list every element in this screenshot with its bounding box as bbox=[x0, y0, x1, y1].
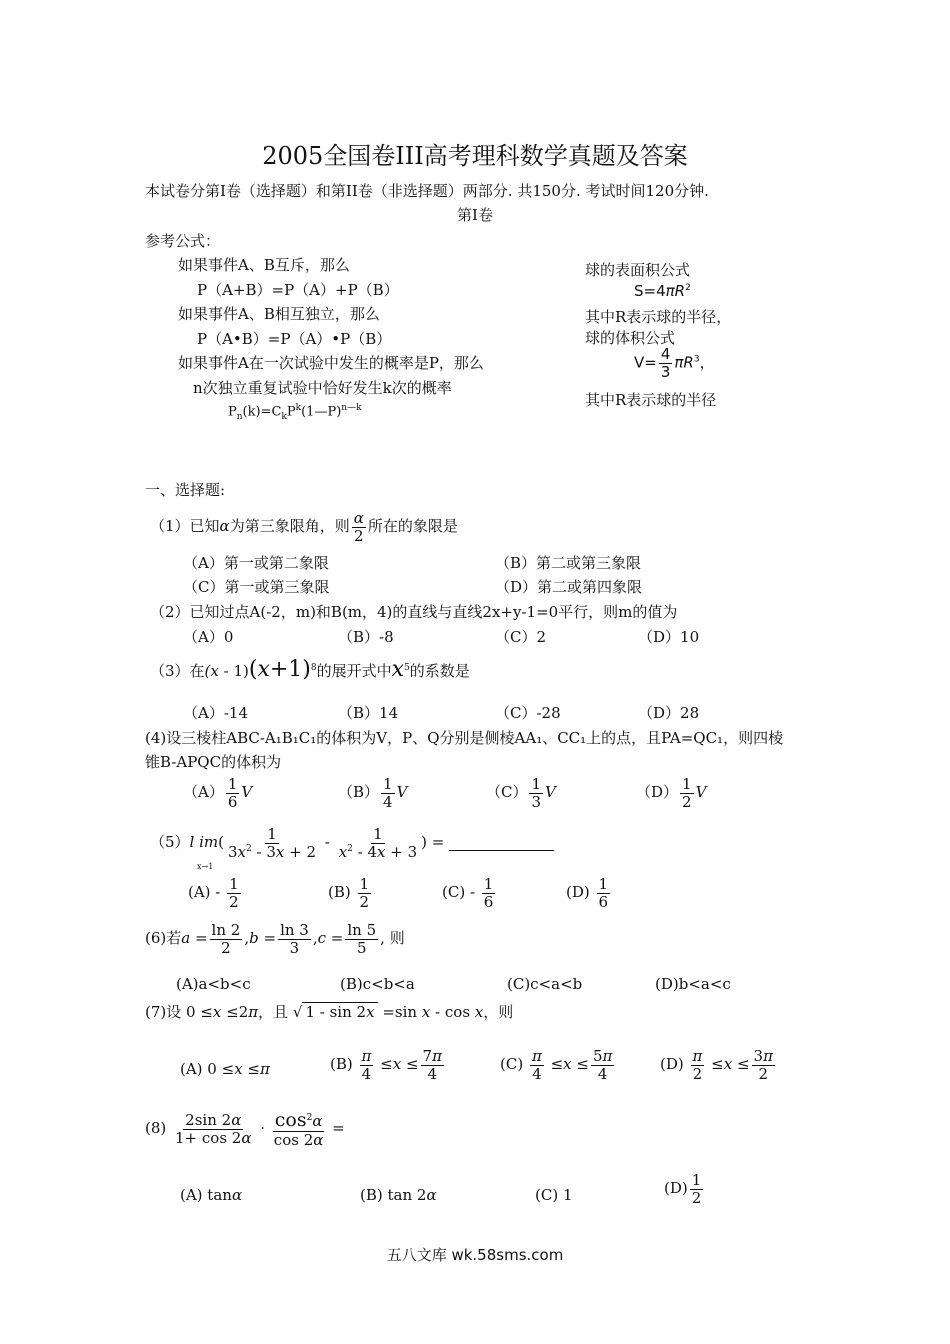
binomial-formula: $P_n(k)=C_kP^k(1—P)^{n—k}$ bbox=[228, 403, 362, 422]
formula-line: 如果事件A在一次试验中发生的概率是P，那么 bbox=[178, 354, 484, 372]
question-4-stem-line1: (4)设三棱柱ABC-A₁B₁C₁的体积为V，P、Q分别是侧棱AA₁、CC₁上的点，且PA=QC₁，则四棱 bbox=[145, 729, 784, 747]
question-8-stem: (8) $\frac{2\sin 2\alpha}{1+ \cos 2\alpha}$ · $\frac{\cos^2\alpha}{\cos 2\alpha}$ = bbox=[145, 1109, 345, 1149]
q3-option-b: （B）14 bbox=[338, 704, 399, 722]
q1-option-c: （C）第一或第三象限 bbox=[183, 578, 330, 596]
formula-line: P（A+B）=P（A）+P（B） bbox=[197, 281, 399, 299]
formula-line: n次独立重复试验中恰好发生k次的概率 bbox=[193, 379, 452, 397]
q7-option-b: (B) $\frac{\pi}{4}$ ≤x ≤ $\frac{7\pi}{4}$ bbox=[330, 1047, 442, 1083]
q7-option-d: (D) $\frac{\pi}{2}$ ≤x ≤ $\frac{3\pi}{2}$ bbox=[660, 1047, 773, 1083]
q1-option-d: （D）第二或第四象限 bbox=[495, 578, 643, 596]
question-6-stem: (6)若a = $\frac{\ln 2}{2}$ ,b = $\frac{\ln 3}{3}$ ,c = $\frac{\ln 5}{5}$ , 则 bbox=[145, 921, 405, 957]
q8-option-d: (D) $\frac{1}{2}$ bbox=[664, 1171, 702, 1207]
q3-option-d: （D）28 bbox=[638, 704, 700, 722]
q5-option-b: (B) $\frac{1}{2}$ bbox=[328, 875, 370, 911]
q4-option-b: （B） $\frac{1}{4}$ V bbox=[338, 775, 408, 811]
q2-option-d: （D）10 bbox=[638, 628, 700, 646]
q1-option-a: （A）第一或第二象限 bbox=[183, 554, 329, 572]
formula-line: 如果事件A、B互斥，那么 bbox=[178, 256, 350, 274]
q3-option-a: （A）-14 bbox=[183, 704, 248, 722]
q8-option-b: (B) tan 2α bbox=[360, 1186, 437, 1204]
q8-option-a: (A) tanα bbox=[180, 1186, 243, 1204]
question-4-stem-line2: 锥B-APQC的体积为 bbox=[145, 753, 282, 771]
footer-watermark: 五八文库 wk.58sms.com bbox=[386, 1246, 564, 1264]
q2-option-a: （A）0 bbox=[183, 628, 234, 646]
q6-option-c: (C)c<a<b bbox=[507, 975, 583, 993]
question-3-stem: （3）在$(x - 1)(x+1)^8$的展开式中$x^5$的系数是 bbox=[150, 657, 470, 682]
q5-option-c: (C) - $\frac{1}{6}$ bbox=[442, 875, 494, 911]
intro-text: 本试卷分第I卷（选择题）和第II卷（非选择题）两部分. 共150分. 考试时间120分钟. bbox=[145, 182, 709, 200]
q5-option-a: (A) - $\frac{1}{2}$ bbox=[188, 875, 239, 911]
q7-option-a: (A) 0 ≤x ≤π bbox=[180, 1060, 270, 1078]
formula-line: 球的体积公式 bbox=[585, 329, 676, 347]
part-heading: 第I卷 bbox=[457, 206, 493, 224]
q7-option-c: (C) $\frac{\pi}{4}$ ≤x ≤ $\frac{5\pi}{4}$ bbox=[500, 1047, 613, 1083]
page-title: 2005全国卷III高考理科数学真题及答案 bbox=[262, 142, 688, 170]
formula-line: 球的表面积公式 bbox=[585, 261, 691, 279]
reference-heading: 参考公式： bbox=[145, 232, 221, 250]
q4-option-d: （D） $\frac{1}{2}$ V bbox=[636, 775, 707, 811]
q5-option-d: (D) $\frac{1}{6}$ bbox=[566, 875, 609, 911]
q1-option-b: （B）第二或第三象限 bbox=[495, 554, 642, 572]
sphere-area-formula: $S=4\pi R^2$ bbox=[634, 282, 691, 300]
q3-option-c: （C）-28 bbox=[495, 704, 561, 722]
formula-line: 其中R表示球的半径， bbox=[585, 308, 732, 326]
q2-option-c: （C）2 bbox=[495, 628, 547, 646]
q6-option-b: (B)c<b<a bbox=[340, 975, 415, 993]
q4-option-c: （C） $\frac{1}{3}$ V bbox=[486, 775, 556, 811]
question-2-stem: （2）已知过点A(-2，m)和B(m，4)的直线与直线2x+y-1=0平行，则m的值为 bbox=[150, 603, 678, 621]
limit-subscript: x→1 bbox=[197, 862, 214, 871]
q4-option-a: （A） $\frac{1}{6}$ V bbox=[183, 775, 253, 811]
q6-option-d: (D)b<a<c bbox=[655, 975, 731, 993]
formula-line: P（A•B）=P（A）•P（B） bbox=[197, 330, 392, 348]
q2-option-b: （B）-8 bbox=[338, 628, 394, 646]
sphere-volume-formula: V= $\frac{4}{3}$ $\pi R^3$， bbox=[634, 345, 715, 381]
question-1-stem: （1）已知α为第三象限角，则 $\frac{\alpha}{2}$ 所在的象限是 bbox=[150, 509, 458, 545]
formula-line: 其中R表示球的半径 bbox=[585, 391, 717, 409]
q8-option-c: (C) 1 bbox=[535, 1186, 573, 1204]
q6-option-a: (A)a<b<c bbox=[176, 975, 251, 993]
section-heading: 一、选择题: bbox=[145, 481, 226, 499]
question-7-stem: (7)设 0 ≤x ≤2π，且 √ 1 - sin 2x =sin x - cos x，则 bbox=[145, 1003, 514, 1021]
question-5-stem: （5）l im( $\frac{1}{3x^2 - 3x + 2}$ - $\frac{1}{x^2 - 4x + 3}$ ) = bbox=[150, 826, 554, 860]
formula-line: 如果事件A、B相互独立，那么 bbox=[178, 305, 380, 323]
